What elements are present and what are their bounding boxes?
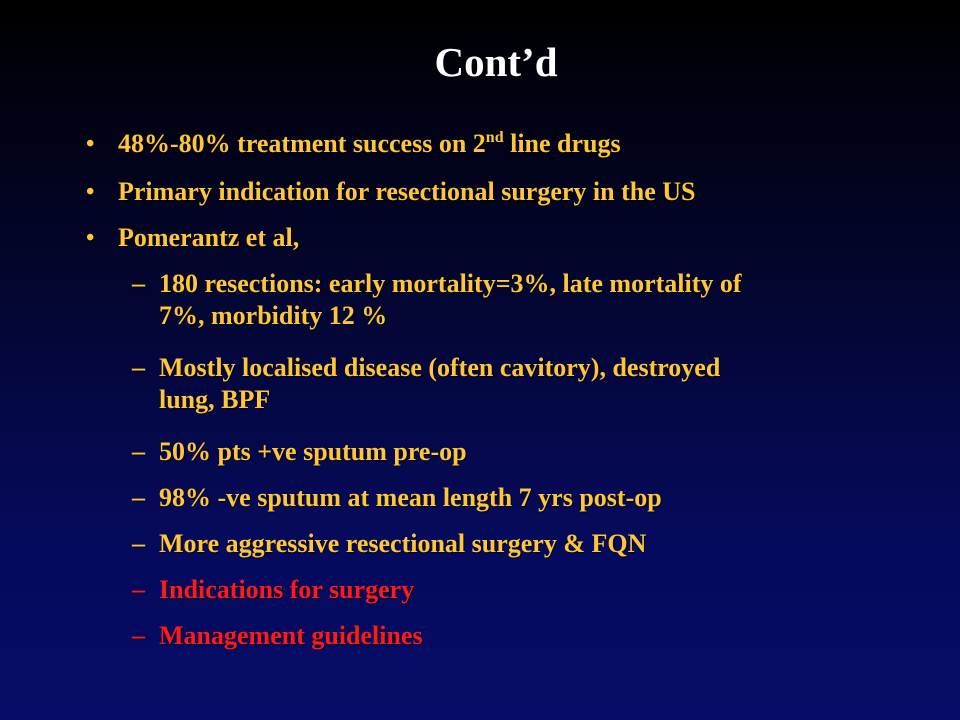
slide-title: Cont’d: [434, 39, 558, 85]
sub-bullet-localised-disease: [0, 352, 960, 416]
sub-bullet-negative-sputum: [0, 482, 960, 514]
sub-bullet-text: [159, 352, 919, 416]
bullet-item-primary-indication: [0, 176, 960, 208]
sub-bullet-management-guidelines: [0, 620, 960, 652]
sub-bullet-resections: [0, 268, 960, 332]
dash-glyph: –: [132, 353, 145, 382]
ordinal-superscript: nd: [485, 129, 504, 146]
bullet-text: Primary indication for resectional surgery in the US: [118, 177, 696, 206]
dash-glyph: –: [132, 529, 145, 558]
bullet-text: Pomerantz et al,: [118, 223, 300, 252]
sub-bullet-line: 180 resections: early mortality=3%, late mortality of: [159, 269, 742, 298]
bullet-glyph: •: [86, 225, 95, 251]
bullet-glyph: •: [86, 131, 95, 157]
bullet-item-pomerantz: [0, 222, 960, 254]
dash-glyph: –: [132, 269, 145, 298]
sub-bullet-aggressive-surgery: [0, 528, 960, 560]
sub-bullet-text: [159, 268, 919, 332]
bullet-text-part: line drugs: [503, 129, 621, 158]
dash-glyph: –: [132, 621, 145, 650]
bullet-text-part: 48%-80% treatment success on 2: [118, 129, 486, 158]
dash-glyph: –: [132, 575, 145, 604]
sub-bullet-line: 7%, morbidity 12 %: [159, 301, 388, 330]
sub-bullet-text: 98% -ve sputum at mean length 7 yrs post-op: [159, 483, 662, 512]
sub-bullet-text: More aggressive resectional surgery & FQN: [159, 529, 647, 558]
sub-bullet-indications-for-surgery: [0, 574, 960, 606]
sub-bullet-text: 50% pts +ve sputum pre-op: [159, 437, 467, 466]
dash-glyph: –: [132, 483, 145, 512]
bullet-glyph: •: [86, 179, 95, 205]
bullet-item-treatment-success: [0, 128, 960, 160]
sub-bullet-positive-sputum: [0, 436, 960, 468]
sub-bullet-text: Indications for surgery: [159, 575, 415, 604]
bullet-text: [118, 128, 621, 160]
sub-bullet-line: Mostly localised disease (often cavitory), destroyed: [159, 353, 721, 382]
dash-glyph: –: [132, 437, 145, 466]
sub-bullet-line: lung, BPF: [159, 385, 271, 414]
sub-bullet-text: Management guidelines: [159, 621, 423, 650]
